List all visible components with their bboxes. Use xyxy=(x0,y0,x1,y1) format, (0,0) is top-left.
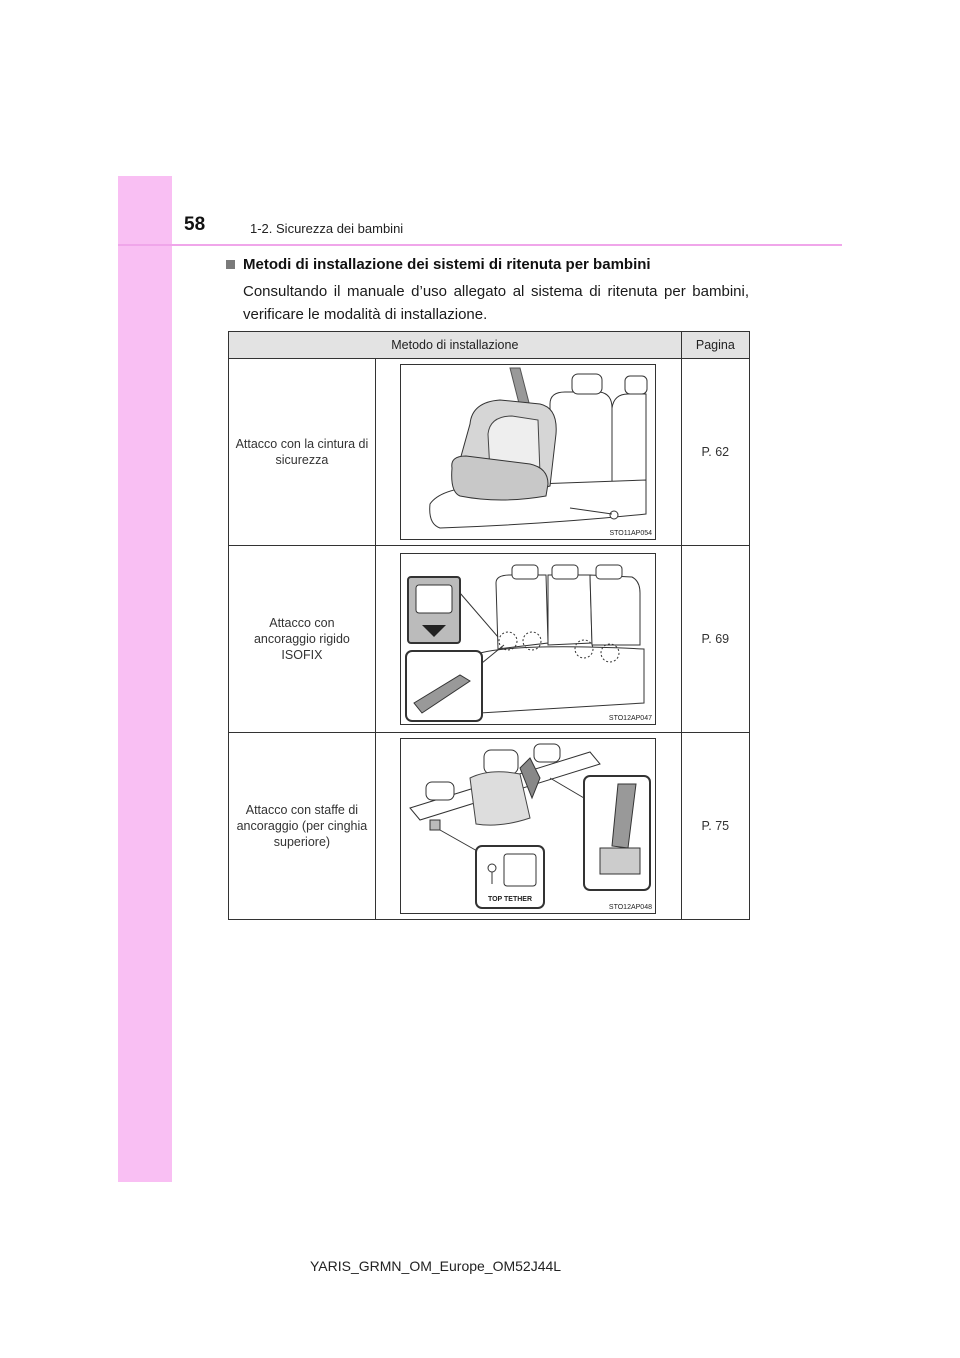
installation-methods-table xyxy=(228,331,750,920)
illustration-cell xyxy=(375,359,681,546)
subsection-heading-text: Metodi di installazione dei sistemi di ritenuta per bambini xyxy=(243,256,651,273)
method-text: Attacco con staffe di ancoraggio (per cinghia superiore) xyxy=(236,803,368,849)
page-ref-cell: P. 75 xyxy=(681,733,749,920)
intro-paragraph: Consultando il manuale d’uso allegato al sistema di ritenuta per bambini, verificare le modalità di installazione. xyxy=(243,283,749,323)
table-row xyxy=(229,733,750,920)
isofix-illustration xyxy=(400,553,656,725)
header-method: Metodo di installazione xyxy=(229,332,682,359)
side-tab-bar xyxy=(118,176,172,1182)
header-page: Pagina xyxy=(681,332,749,359)
page-ref-cell: P. 69 xyxy=(681,546,749,733)
top-tether-illustration xyxy=(400,738,656,914)
header-divider xyxy=(118,244,842,246)
illustration-cell xyxy=(375,733,681,920)
image-code: STO11AP054 xyxy=(609,530,653,537)
image-code: STO12AP048 xyxy=(609,904,653,911)
seatbelt-child-seat-illustration xyxy=(400,364,656,540)
illustration-cell xyxy=(375,546,681,733)
section-title: 1-2. Sicurezza dei bambini xyxy=(250,221,404,236)
top-tether-label: TOP TETHER xyxy=(488,896,533,903)
table-row xyxy=(229,359,750,546)
method-cell xyxy=(229,546,376,733)
table-header-row xyxy=(229,332,750,359)
footer-document-code: YARIS_GRMN_OM_Europe_OM52J44L xyxy=(310,1258,562,1274)
image-code: STO12AP047 xyxy=(609,715,653,722)
method-cell: Attacco con la cintura di sicurezza xyxy=(229,359,376,546)
page-ref-cell: P. 62 xyxy=(681,359,749,546)
subsection-heading xyxy=(226,256,651,273)
bullet-square-icon xyxy=(226,260,235,269)
page-number: 58 xyxy=(184,214,206,235)
table-row xyxy=(229,546,750,733)
method-text: Attacco con ancoraggio rigido ISOFIX xyxy=(253,616,350,662)
method-cell xyxy=(229,733,376,920)
